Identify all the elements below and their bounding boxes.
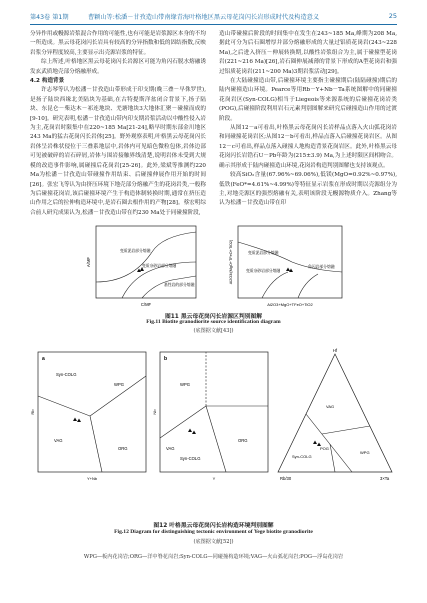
fig12-footnote: WPG—板内花岗岩;ORG—洋中脊花岗岩;Syn-COLG—同碰撞构造环境;VAG—火山弧花岗岩;POG—浮岛花岗岩 bbox=[83, 554, 344, 560]
fig11-left-panel bbox=[86, 226, 196, 307]
panel-label: a bbox=[42, 356, 45, 362]
fig12b-field: VAG bbox=[166, 446, 175, 451]
fig12b-xlabel: Y bbox=[212, 476, 216, 481]
fig11-right-field-label: 变质泥岩部分熔融 bbox=[248, 251, 279, 255]
fig12-caption-zh: 图12 叶格黑云母花岗闪长岩构造环境判别图解 bbox=[153, 523, 274, 529]
fig11-right-panel bbox=[229, 226, 342, 307]
fig12-caption-en: Fig.12 Diagram for distinguishing tectonic environment of Yege biotite granodiorite bbox=[114, 529, 313, 535]
fig12c-field: POG bbox=[320, 446, 329, 451]
fig12a-field: ORG bbox=[118, 446, 128, 451]
section-heading: 4.2 构造背景 bbox=[30, 78, 65, 85]
fig12b-field: WPG bbox=[180, 382, 191, 387]
fig11-source: (底图据文献[43]) bbox=[193, 328, 234, 334]
paragraph: 从图12－a可看出,叶格黑云母花岗闪长岩样品点落入火山弧花岗岩和同碰撞花岗岩区;从图12－b可看出,样品点落入后碰撞花岗岩区。从图12－c可看出,样品点落入碰撞人地构造背景花岗岩区。此外,叶格黑云母花岗闪长岩锆石U－Pb年龄为(215±3.9) Ma,为上述时限区间相吻合。确示其形成于陆内碰撞造山环境,花岗岩构造判别图解也支持该观点。 bbox=[219, 125, 397, 169]
fig11-right-xlabel: Al2O3+MgO+TFeO+TiO2 bbox=[267, 302, 313, 307]
fig11-left-field-label: 变质泥岩部分熔融 bbox=[120, 249, 151, 253]
left-text-column bbox=[30, 30, 206, 218]
fig11-right-field-label: 变质杂砂岩部分熔融 bbox=[246, 269, 281, 273]
fig11-right-ylabel: Al2O3/(MgO+TFeO+TiO2) bbox=[229, 239, 233, 285]
fig12c-field: WPG bbox=[360, 450, 370, 455]
journal-volume-issue: 第43卷 第1期 bbox=[30, 14, 69, 21]
figure-12 bbox=[30, 346, 397, 486]
fig12-panel-b bbox=[152, 352, 268, 481]
fig11-left-field-label: 变质杂砂岩部分熔融 bbox=[142, 264, 177, 268]
fig12-source: (底图据文献[52]) bbox=[193, 539, 234, 545]
panel-label: b bbox=[164, 356, 168, 362]
figure-11 bbox=[82, 222, 352, 308]
sample-point bbox=[313, 441, 317, 445]
paragraph: 造山带碰撞后阶段的时间集中在发生在243~185 Ma,峰期为208 Ma,据此可分为后石圈增厚并部分熔融形成的大量过铝质花岗岩(243~228 Ma),之后进入挤压－伸展转换期,以酸性岩浆组合为主,属于碰撞型花岗岩(221~216 Ma)[26],岩石圈伸展减薄的背景下形成的A型花岗岩和强过铝质花岗岩(211~200 Ma)3期岩浆活动[29]。 bbox=[219, 31, 397, 75]
fig11-left-field-label: 基性岩的部分熔融 bbox=[164, 283, 195, 287]
fig12c-field: VAG bbox=[326, 404, 335, 409]
fig11-left-ylabel: A/MF bbox=[86, 256, 91, 268]
paragraph: 综上所述,叶格地区黑云母花岗闪长岩源区可能为角闪石脱水熔融诱发玄武质地壳部分熔融形成。 bbox=[30, 59, 206, 75]
right-text-column bbox=[219, 30, 397, 218]
fig12a-field: WPG bbox=[114, 382, 125, 387]
sample-point bbox=[289, 269, 293, 273]
paragraph: 分异作用或幔源岩浆混合作用的可能性,也有可能是岩浆源区本身的不均一所造成。黑云母花岗闪长岩具有较高的分异指数和低的固结指数,反映岩浆分异程度较高,主要显示出壳源岩浆的特征。 bbox=[30, 31, 206, 56]
page-number: 25 bbox=[388, 12, 397, 20]
header-rule bbox=[30, 24, 397, 25]
ternary-apex-label: Hf bbox=[332, 348, 338, 353]
fig12-panel-c bbox=[278, 348, 392, 481]
fig12a-xlabel: Y+Nb bbox=[86, 476, 98, 481]
fig12a-field: VAG bbox=[54, 438, 63, 443]
running-title: 曹颖山等:松潘－甘孜造山带南缘青海叶格地区黑云母花岗闪长岩形成时代及构造意义 bbox=[88, 14, 320, 21]
fig12-panel-a bbox=[30, 352, 146, 481]
fig11-caption-zh: 图11 黑云母花岗闪长岩源区判别图解 bbox=[164, 314, 263, 320]
sample-point bbox=[188, 429, 192, 433]
fig12c-field: Syn-COLG bbox=[292, 454, 312, 459]
fig12b-field: Syn-COLG bbox=[180, 456, 201, 461]
fig11-right-field-label: 角闪岩部分熔融 bbox=[308, 265, 335, 269]
fig12b-field: ORG bbox=[238, 438, 248, 443]
ternary-apex-label: 3×Ta bbox=[380, 476, 390, 481]
sample-point bbox=[77, 419, 81, 423]
paragraph: 较高SiO₂含量(67.96%~69.06%),低镁(MgO=0.92%~0.97%),低铁(FeO*=4.61%~4.99%)等特征显示岩浆在形成时期以壳源组分为主,对地壳源区的强烈熔融有关,表明该阶段无幔源物质介入。Zhang等认为松潘－甘孜造山带在印 bbox=[219, 172, 397, 207]
sample-point bbox=[192, 431, 196, 435]
sample-point bbox=[317, 443, 321, 447]
paragraph: 在大陆碰撞造山带,后碰撞环境主要指主碰撞期后(陆陆碰撞)期后的陆内碰撞造山环境。Pearce等用Rb－Y+Nb－Ta系统图解中的同碰撞花岗岩区(Syn-COLG)相当于Liegeois等来源系统的后碰撞花岗岩类(POG),后碰撞阶段利用岩石元素判别图解来研究后碰撞造山作用的过渡阶段。 bbox=[219, 78, 397, 122]
fig11-caption-en: Fig.11 Biotite granodiorite source identification diagram bbox=[146, 319, 281, 325]
ternary-apex-label: Rb/30 bbox=[280, 476, 292, 481]
sample-point bbox=[73, 418, 77, 422]
sample-point bbox=[286, 268, 290, 272]
fig11-left-xlabel: C/MF bbox=[140, 302, 152, 307]
fig12b-ylabel: Nb bbox=[152, 409, 157, 415]
fig12a-field: Syn-COLG bbox=[56, 372, 77, 377]
fig12a-ylabel: Rb bbox=[30, 409, 35, 415]
paragraph: 许志琴等认为松潘－甘孜造山带形成于印支期(晚三叠－早侏罗世),是扬子陆块西缘北美陆块为基础,在古特提斯洋盆闭合背景下,扬子陆块、东昆仑－柴达木－祁连地块、羌塘地块3大地体汇聚－碰撞而成的[9-10]。研究表明,松潘－甘孜造山带内印支期岩浆活动以中酸性侵入岩为主,花岗岩时限集中在220~185 Ma[21-24],略早时期东部金川地区243 Ma的猛古花岗闪长岩体[25]。野外观察表明,叶格黑云母花岗闪长岩体呈岩株状侵位于三叠系地层中,岩体内可见暗色微粒包体,岩体边部可见被破碎的岩石碎屑,岩体与围岩接触界线清楚,说明岩体未受到大规模的改造事件影响,属碰撞后花岗岩[25-26]。此外,梁斌等推测约220 Ma为松潘－甘孜造山带碰撞作用结束、后碰撞伸展作用开始的时间[26]。张宏飞等认为由挤压环境下地壳部分熔融产生的花岗岩类,一般称为后碰撞花岗岩,该后碰撞环境产生于构造体制转换时期,通常在挤压造山作用之后的拉伸构造环境中,是岩石圈去根作用的产物[28]。蔡宏明综合前人研究成果认为,松潘－甘孜造山带在约230 Ma处于同碰撞阶段, bbox=[30, 87, 206, 216]
